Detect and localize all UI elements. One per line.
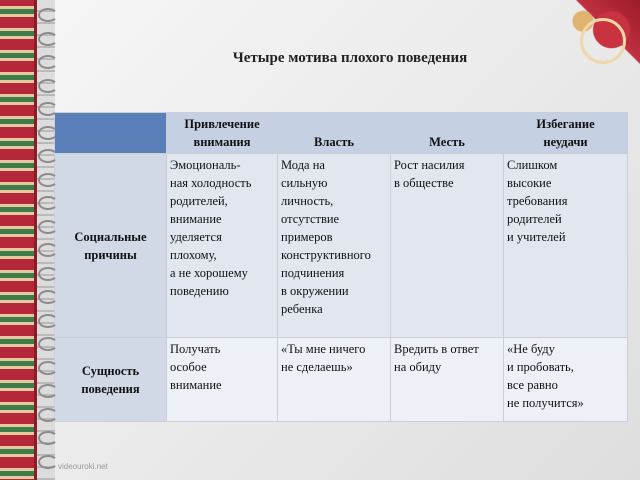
- ornament-border: [0, 0, 37, 480]
- table-cell: Мода на сильную личность, отсутствие примеров конструктивного подчинения в окружении ребенка: [278, 154, 391, 338]
- table-cell: «Ты мне ничего не сделаешь»: [278, 338, 391, 422]
- table-row: [55, 154, 628, 338]
- spiral-ring: [38, 314, 58, 328]
- spiral-ring: [38, 290, 58, 304]
- table-header-row: [55, 113, 628, 154]
- spiral-ring: [38, 55, 58, 69]
- spiral-ring: [38, 8, 58, 22]
- table-cell: Получать особое внимание: [167, 338, 278, 422]
- spiral-ring: [38, 431, 58, 445]
- spiral-ring: [38, 79, 58, 93]
- column-header-power: Власть: [278, 113, 391, 154]
- spiral-ring: [38, 196, 58, 210]
- table-cell: Эмоциональ- ная холодность родителей, внимание уделяется плохому, а не хорошему поведению: [167, 154, 278, 338]
- spiral-ring: [38, 267, 58, 281]
- slide-title: Четыре мотива плохого поведения: [232, 50, 468, 66]
- table-cell: Слишком высокие требования родителей и учителей: [504, 154, 628, 338]
- spiral-ring: [38, 173, 58, 187]
- table-row: [55, 338, 628, 422]
- spiral-ring: [38, 149, 58, 163]
- table-cell: «Не буду и пробовать, все равно не получится»: [504, 338, 628, 422]
- spiral-ring: [38, 361, 58, 375]
- spiral-ring: [38, 243, 58, 257]
- spiral-ring: [38, 408, 58, 422]
- spiral-ring: [38, 126, 58, 140]
- column-header-attention: Привлечение внимания: [167, 113, 278, 154]
- row-header-behavior-essence: Сущность поведения: [55, 338, 167, 422]
- motives-table: [54, 112, 628, 422]
- spiral-ring: [38, 384, 58, 398]
- table-cell: Рост насилия в обществе: [391, 154, 504, 338]
- spiral-ring: [38, 32, 58, 46]
- spiral-ring: [38, 102, 58, 116]
- spiral-ring: [38, 337, 58, 351]
- spiral-ring: [38, 220, 58, 234]
- column-header-failure-avoidance: Избегание неудачи: [504, 113, 628, 154]
- table-cell: Вредить в ответ на обиду: [391, 338, 504, 422]
- watermark: videouroki.net: [58, 462, 108, 471]
- row-header-social-causes: Социальные причины: [55, 154, 167, 338]
- spiral-ring: [38, 455, 58, 469]
- table-corner-cell: [55, 113, 167, 154]
- column-header-revenge: Месть: [391, 113, 504, 154]
